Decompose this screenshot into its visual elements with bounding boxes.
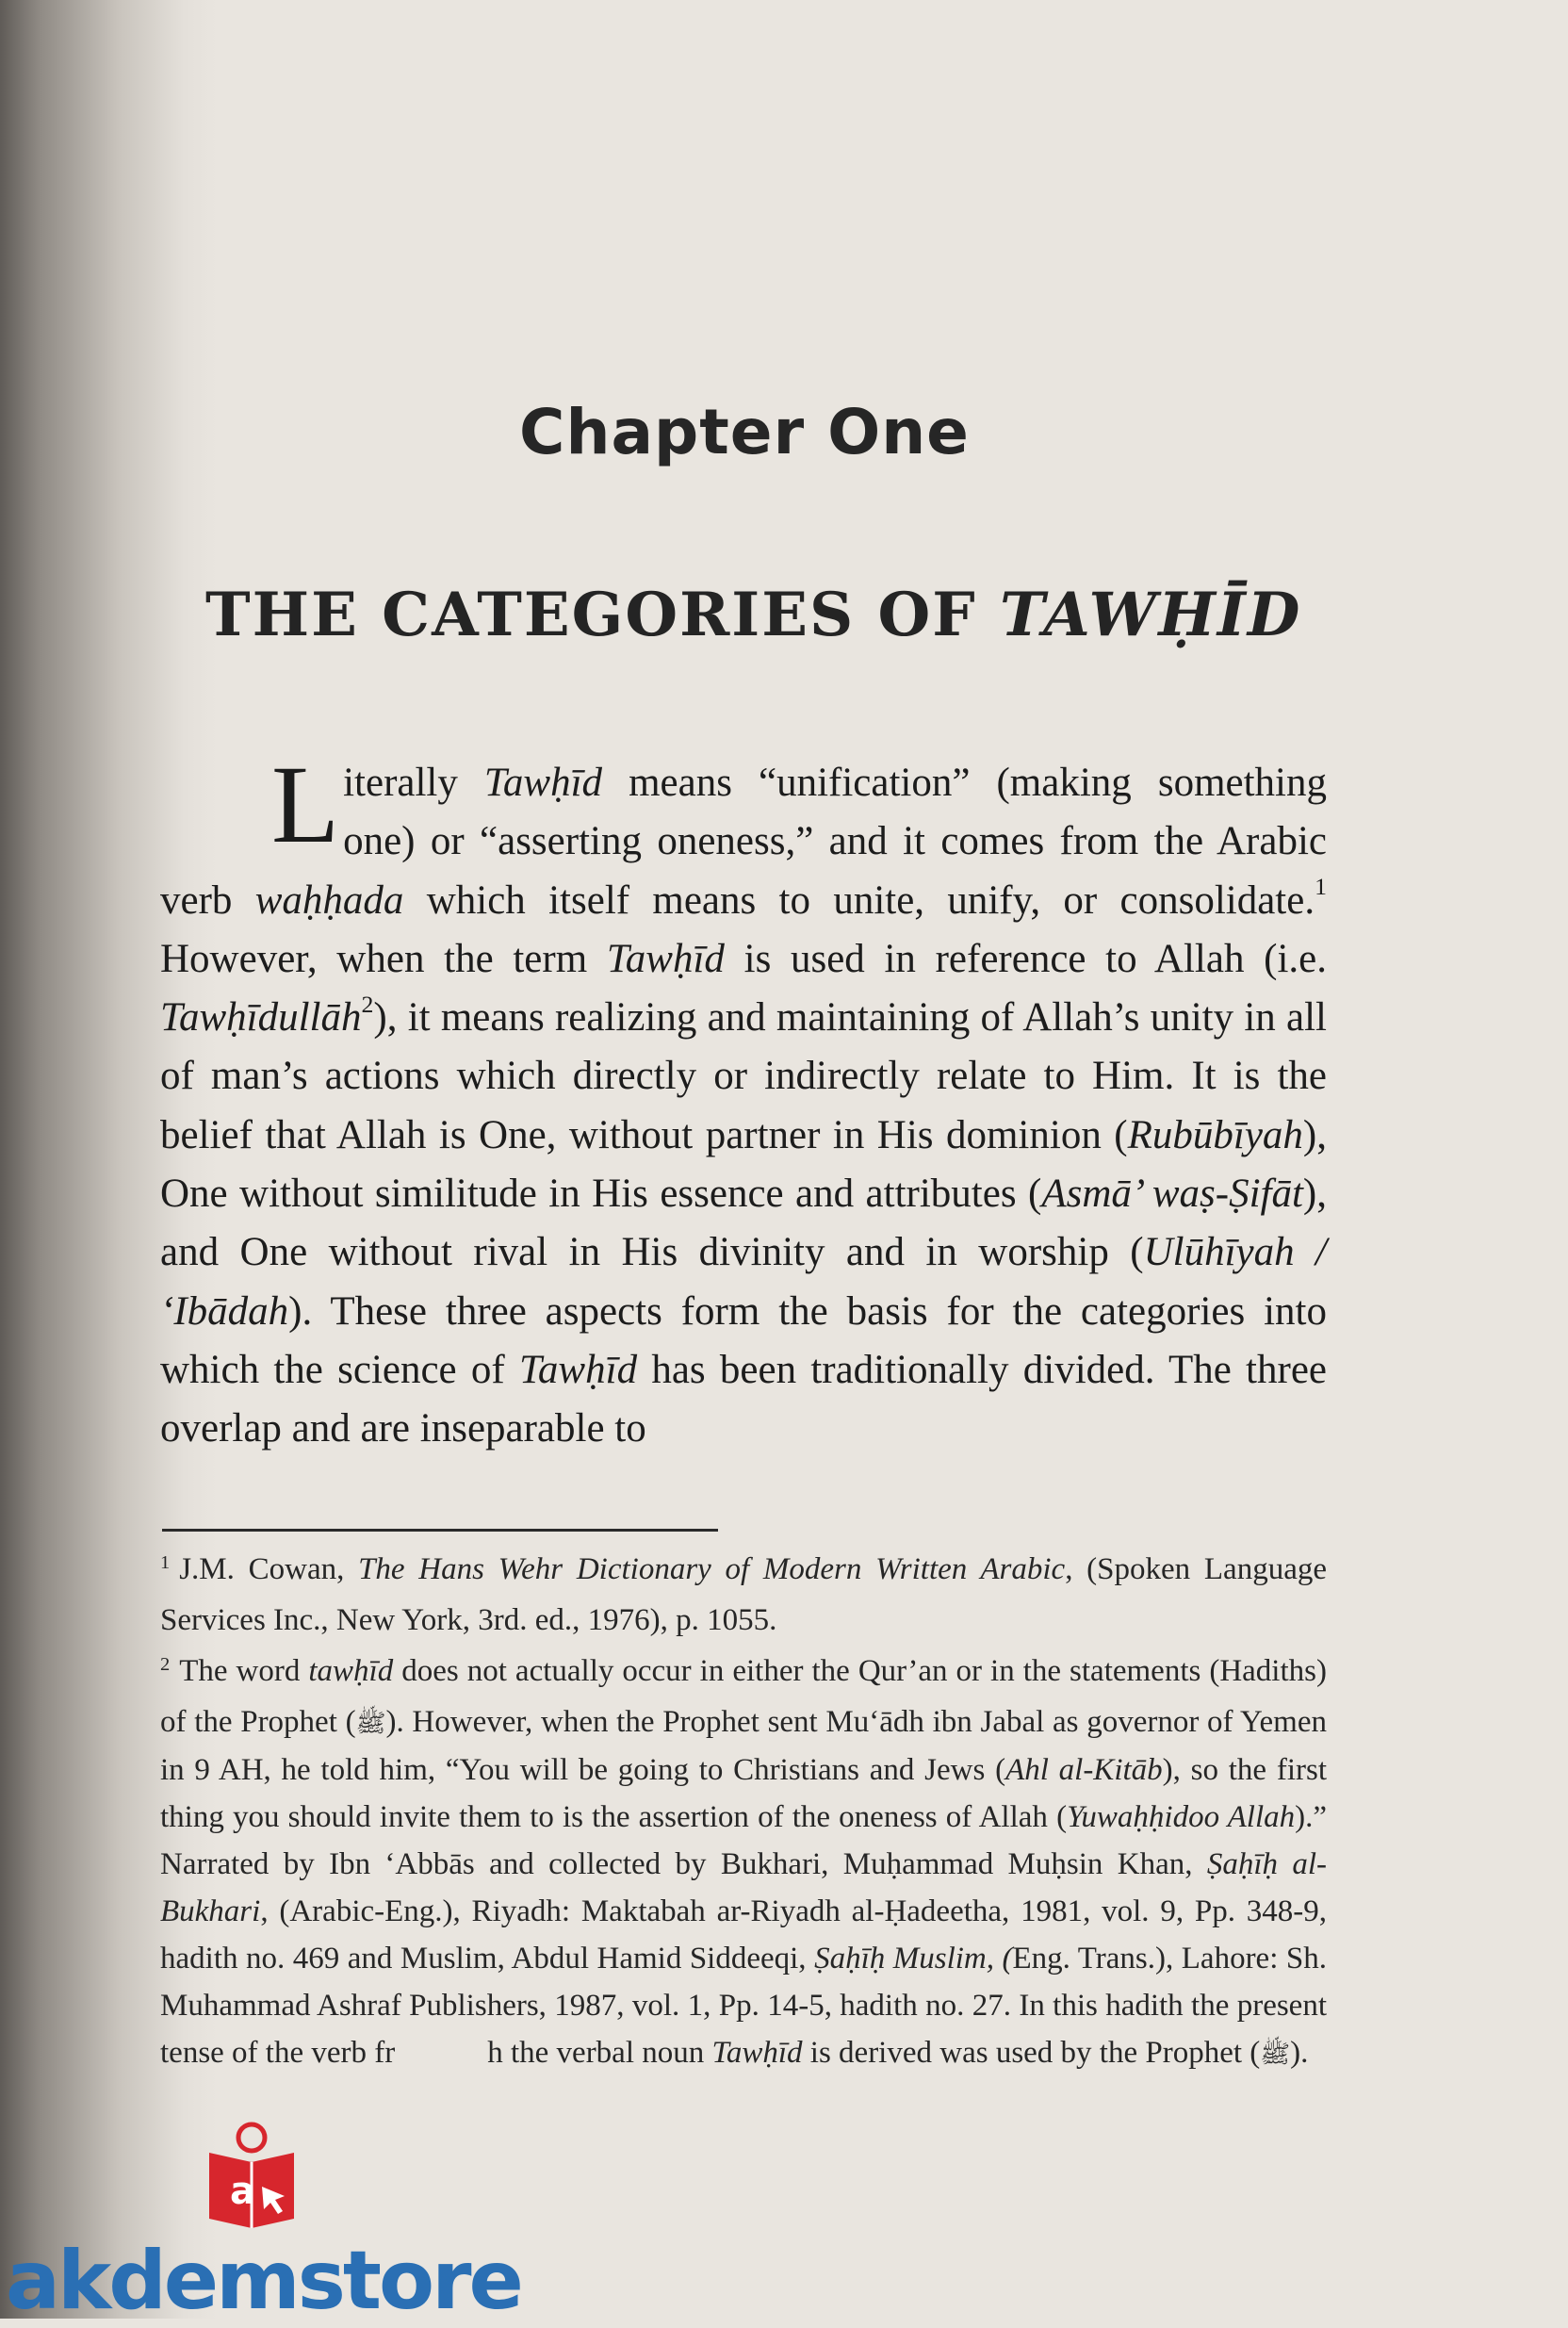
body-paragraph	[160, 743, 1328, 1459]
footnote-2	[160, 1648, 1327, 2077]
body-text-run: However, when the term	[160, 936, 607, 981]
term-tawhid: Tawḥīd	[483, 761, 603, 805]
section-title	[205, 580, 1336, 650]
term-rububiyah: Rubūbīyah	[1127, 1112, 1303, 1157]
footnote-book-title: Ṣaḥīḥ al-Bukhari	[160, 1847, 1327, 1928]
svg-text:a: a	[230, 2170, 255, 2213]
footnote-text: ).	[1290, 2036, 1309, 2070]
footnote-term: tawḥīd	[308, 1654, 394, 1688]
footnote-number: 1	[160, 1551, 171, 1573]
footnote-number: 2	[160, 1653, 171, 1675]
footnote-text: ). However, when the Prophet sent Mu‘ādh ibn Jabal as governor of Yemen in 9 AH, he told him, “You will be going to Christians and Jews (	[160, 1705, 1328, 1787]
footnote-book-title: Ṣaḥīḥ Muslim, (	[814, 1942, 1013, 1976]
footnote-ref-2: 2	[361, 991, 374, 1018]
footnote-term: Yuwaḥḥidoo Allah	[1067, 1800, 1296, 1834]
body-text-run: ), it means realizing and maintaining of Allah’s unity in all of man’s actions which directly or indirectly relate to Him. It is the belief that Allah is One, without partner in His dominion (	[160, 995, 1327, 1157]
book-badge-icon	[200, 2121, 303, 2232]
section-title-italic: TAWḤĪD	[999, 580, 1302, 650]
footnote-term: Ahl al-Kitāb	[1005, 1753, 1163, 1787]
footnote-text: , (Spoken Language Services Inc., New York, 3rd. ed., 1976), p. 1055.	[160, 1552, 1327, 1637]
term-tawhid: Tawḥīd	[606, 936, 725, 981]
body-text-run: has been traditionally divided. The three overlap and are inseparable to	[160, 1347, 1327, 1451]
footnote-ref-1: 1	[1315, 873, 1328, 901]
section-title-prefix: THE CATEGORIES OF	[205, 580, 1000, 650]
salutation-glyph: ﷺ	[355, 1709, 386, 1737]
body-text-run: which itself means to unite, unify, or consolidate.	[403, 877, 1315, 923]
term-asma-was-sifat: Asmā’ waṣ-Ṣifāt	[1041, 1172, 1303, 1217]
chapter-heading: Chapter One	[519, 396, 970, 468]
footnote-text: J.M. Cowan,	[179, 1552, 359, 1586]
footnote-text: is derived was used by the Prophet (	[802, 2036, 1261, 2070]
footnote-text: The word	[179, 1654, 309, 1688]
term-tawhid: Tawḥīd	[518, 1347, 638, 1392]
footnote-text: ).” Narrated by Ibn ‘Abbās and collected by Bukhari, Muḥammad Muḥsin Khan,	[160, 1800, 1327, 1881]
body-text-run: means “unification” (making something one) or “asserting oneness,” and it comes from the Arabic verb	[160, 761, 1327, 923]
drop-cap: L	[271, 743, 340, 866]
footnote-text: ), so the first thing you should invite them to is the assertion of the oneness of Allah (	[160, 1753, 1327, 1834]
body-text-run: ), and One without rival in His divinity and in worship (	[160, 1172, 1327, 1275]
body-text-run: ), One without similitude in His essence and attributes (	[160, 1112, 1327, 1217]
term-uluhiyah: Ulūhīyah / ‘Ibādah	[160, 1230, 1328, 1334]
footnote-text: Eng. Trans.), Lahore: Sh. Muhammad Ashraf Publishers, 1987, vol. 1, Pp. 14-5, hadith no. 27. In this hadith the present tense of the verb fr	[160, 1942, 1327, 2070]
watermark-logo	[0, 2121, 528, 2328]
footnote-text: does not actually occur in either the Qur’an or in the statements (Hadiths) of the Prophet (	[160, 1654, 1327, 1739]
footnote-text: h the verbal noun	[487, 2036, 712, 2070]
body-text-run: iterally	[343, 761, 484, 805]
salutation-glyph: ﷺ	[1260, 2040, 1291, 2068]
footnotes	[160, 1546, 1327, 2077]
footnote-term: Tawḥīd	[711, 2036, 803, 2070]
footnote-text: , (Arabic-Eng.), Riyadh: Maktabah ar-Riyadh al-Ḥadeetha, 1981, vol. 9, Pp. 348-9, hadith no. 469 and Muslim, Abdul Hamid Siddeeqi,	[160, 1894, 1327, 1976]
footnote-1	[160, 1546, 1327, 1644]
logo-wordmark: akdemstore	[6, 2234, 521, 2328]
footnote-book-title: The Hans Wehr Dictionary of Modern Written Arabic	[358, 1552, 1066, 1586]
term-wahhada: waḥḥada	[254, 877, 404, 923]
body-text-run: is used in reference to Allah (i.e.	[724, 936, 1327, 981]
term-tawhidullah: Tawḥīdullāh	[160, 995, 362, 1041]
body-text-run: ). These three aspects form the basis for the categories into which the science of	[160, 1288, 1327, 1392]
footnote-divider	[162, 1529, 718, 1532]
